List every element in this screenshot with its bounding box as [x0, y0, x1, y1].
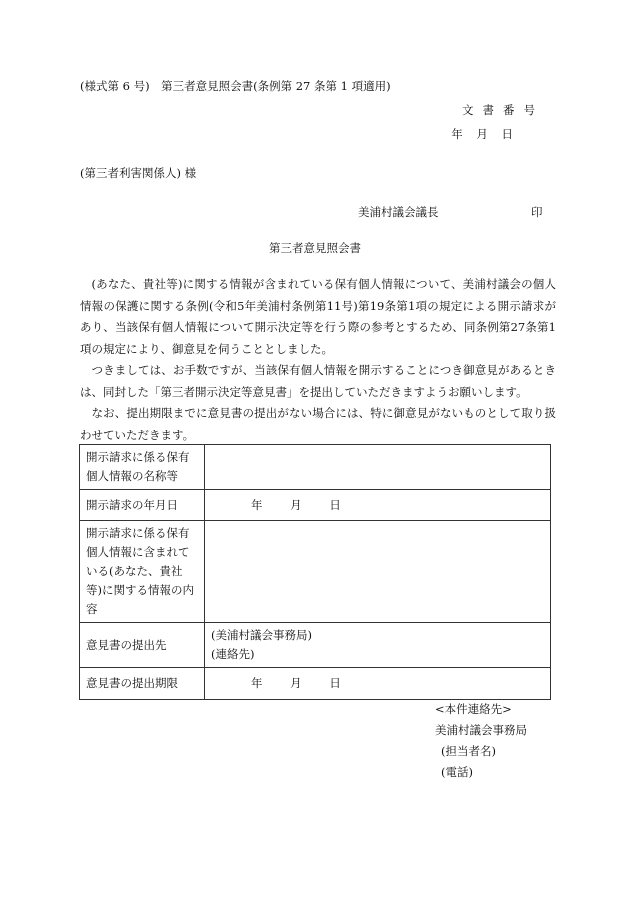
addressee: (第三者利害関係人) 様 [80, 166, 197, 180]
month-label: 月 [290, 676, 302, 690]
document-date: 年 月 日 [451, 127, 518, 141]
body-paragraph-2: つきましては、お手数ですが、当該保有個人情報を開示することにつき御意見があるときは、同封した「第三者開示決定等意見書」を提出していただきますようお願いします。 [80, 363, 556, 399]
contact-person: (担当者名) [441, 744, 496, 758]
form-label: (様式第 6 号) 第三者意見照会書(条例第 27 条第 1 項適用) [80, 79, 391, 93]
seal-mark: 印 [531, 205, 543, 219]
table-row [80, 490, 551, 521]
body-text [80, 274, 556, 446]
info-table [79, 444, 551, 700]
table-label-submission-office: 意見書の提出先 [80, 623, 205, 668]
month-label: 月 [290, 497, 302, 512]
year-label: 年 [251, 676, 263, 690]
table-row [80, 445, 551, 490]
table-row [80, 521, 551, 623]
body-paragraph-3: なお、提出期限までに意見書の提出がない場合には、特に御意見がないものとして取り扱わせていただきます。 [80, 406, 556, 442]
table-value-deadline [205, 668, 551, 700]
table-label-request-date: 開示請求の年月日 [80, 490, 205, 521]
body-paragraph-1: (あなた、貴社等)に関する情報が含まれている保有個人情報について、美浦村議会の個人情報の保護に関する条例(令和5年美浦村条例第11号)第19条第1項の規定による開示請求があり、当該保有個人情報について開示決定等を行う際の参考とするため、同条例第27条第1項の規定により、御意見を伺うこととしました。 [80, 277, 556, 356]
table-value-request-date [205, 490, 551, 521]
day-label: 日 [329, 676, 341, 690]
submission-office-name: (美浦村議会事務局) [211, 628, 312, 642]
table-label-deadline: 意見書の提出期限 [80, 668, 205, 700]
table-label-record-name: 開示請求に係る保有個人情報の名称等 [80, 445, 205, 490]
contact-block [435, 699, 527, 783]
contact-office: 美浦村議会事務局 [435, 723, 527, 737]
day-label: 日 [329, 497, 341, 512]
year-label: 年 [251, 497, 263, 512]
contact-heading: <本件連絡先> [435, 702, 512, 716]
sender: 美浦村議会議長 [358, 205, 439, 219]
contact-phone: (電話) [441, 765, 473, 779]
document-title: 第三者意見照会書 [269, 241, 361, 255]
table-value-info-content [205, 521, 551, 623]
table-label-info-content: 開示請求に係る保有個人情報に含まれている(あなた、貴社等)に関する情報の内容 [80, 521, 205, 623]
table-row [80, 623, 551, 668]
submission-office-contact: (連絡先) [211, 647, 255, 661]
table-value-submission-office [205, 623, 551, 668]
document-number: 文書番号 [462, 103, 544, 117]
table-row [80, 668, 551, 700]
table-value-record-name [205, 445, 551, 490]
